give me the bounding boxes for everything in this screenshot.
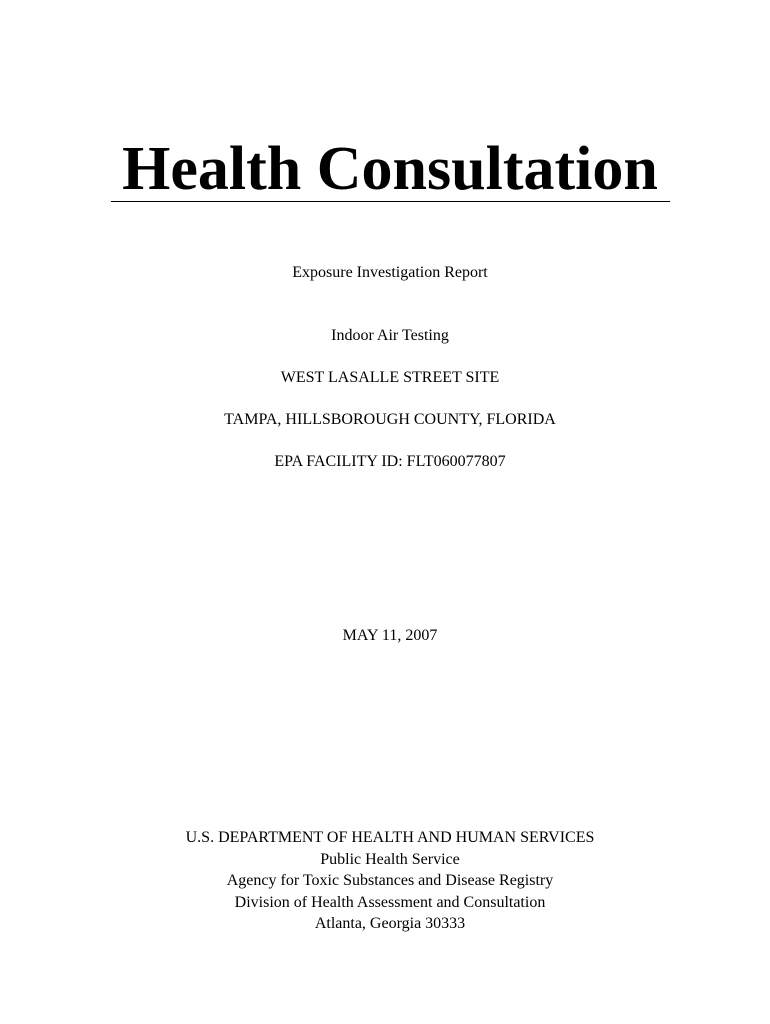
publisher-agency: Agency for Toxic Substances and Disease Registry [226,872,554,889]
report-subject: Indoor Air Testing [331,327,449,344]
publisher-address: Atlanta, Georgia 30333 [314,915,466,932]
publisher-division: Division of Health Assessment and Consultation [234,893,546,911]
report-date: MAY 11, 2007 [342,627,438,644]
epa-facility-id: EPA FACILITY ID: FLT060077807 [274,453,506,470]
title-underline [111,201,670,202]
publisher-department: U.S. DEPARTMENT OF HEALTH AND HUMAN SERVICES [185,829,595,846]
site-location: TAMPA, HILLSBOROUGH COUNTY, FLORIDA [224,411,556,428]
document-title: Health Consultation [122,135,658,203]
publisher-service: Public Health Service [320,850,460,868]
site-name: WEST LASALLE STREET SITE [280,369,500,386]
report-type: Exposure Investigation Report [292,264,488,281]
publisher-block [0,827,770,935]
